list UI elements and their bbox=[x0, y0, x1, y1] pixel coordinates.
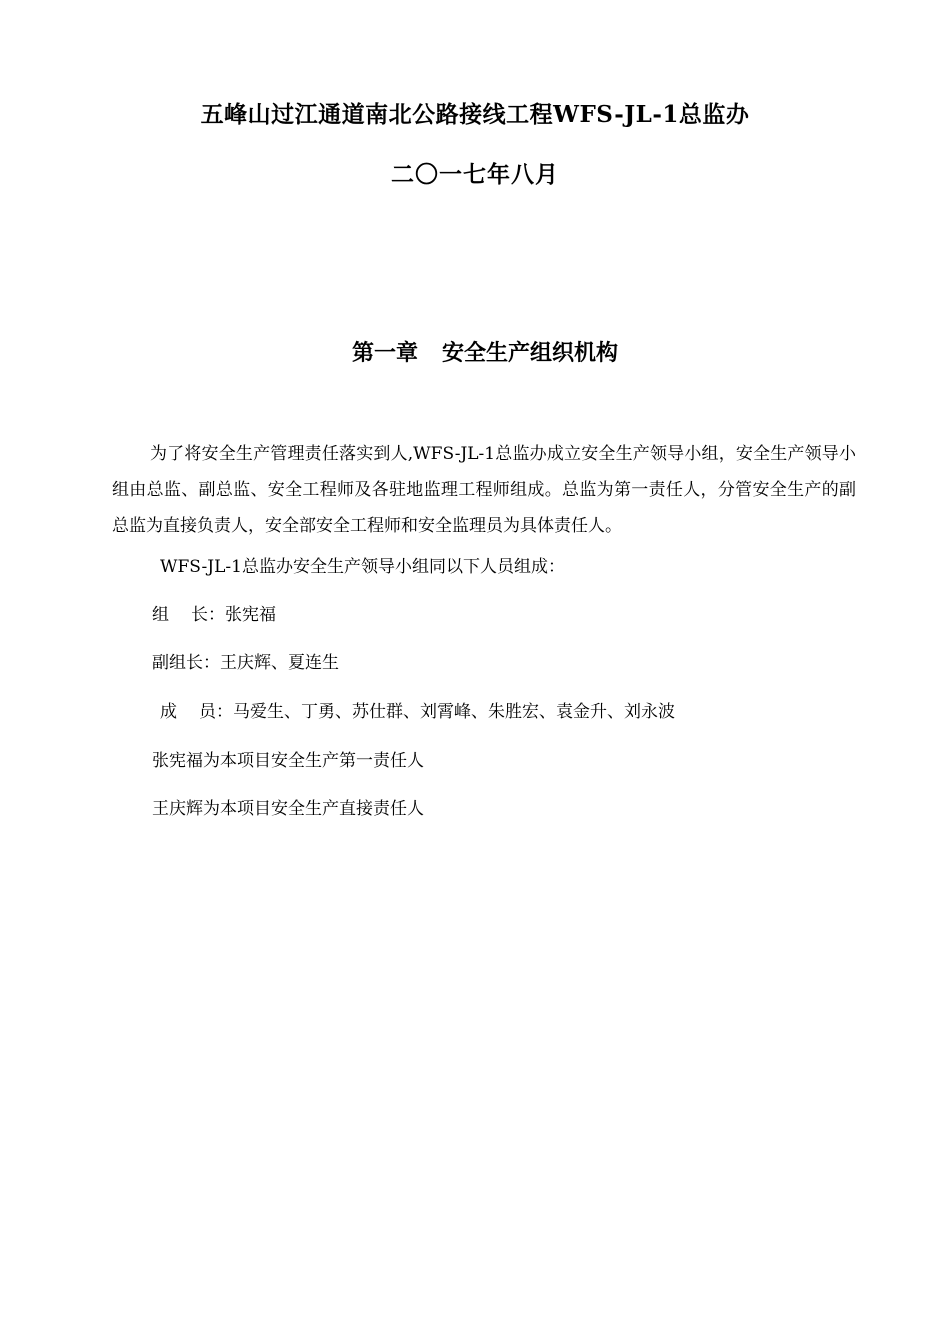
direct-responsible-line: 王庆辉为本项目安全生产直接责任人 bbox=[152, 799, 424, 819]
members-label bbox=[160, 700, 233, 724]
members-label-char-1: 成 bbox=[160, 702, 177, 722]
members-line bbox=[160, 700, 675, 724]
deputy-leader-label: 副组长： bbox=[152, 653, 220, 673]
first-responsible-line: 张宪福为本项目安全生产第一责任人 bbox=[152, 751, 424, 771]
group-intro-line: WFS-JL-1总监办安全生产领导小组同以下人员组成： bbox=[160, 557, 565, 577]
intro-paragraph: 为了将安全生产管理责任落实到人,WFS-JL-1总监办成立安全生产领导小组，安全生产领导小组由总监、副总监、安全工程师及各驻地监理工程师组成。总监为第一责任人，分管安全生产的副总监为直接负责人，安全部安全工程师和安全监理员为具体责任人。 bbox=[112, 444, 856, 536]
deputy-leader-line bbox=[152, 651, 339, 675]
leader-name: 张宪福 bbox=[225, 605, 276, 625]
deputy-leader-names: 王庆辉、夏连生 bbox=[220, 653, 339, 673]
members-names: 马爱生、丁勇、苏仕群、刘霄峰、朱胜宏、袁金升、刘永波 bbox=[233, 702, 675, 722]
leader-label-char-2: 长： bbox=[191, 605, 225, 625]
leader-label-char-1: 组 bbox=[152, 605, 169, 625]
organization-title: 五峰山过江通道南北公路接线工程WFS-JL-1总监办 bbox=[200, 101, 750, 128]
chapter-title-text: 安全生产组织机构 bbox=[442, 340, 619, 366]
leader-label bbox=[152, 603, 225, 627]
chapter-number: 第一章 bbox=[351, 340, 418, 366]
members-label-char-2: 员： bbox=[199, 702, 233, 722]
document-date: 二〇一七年八月 bbox=[391, 161, 559, 188]
chapter-heading bbox=[0, 336, 950, 367]
leader-line bbox=[152, 603, 276, 627]
